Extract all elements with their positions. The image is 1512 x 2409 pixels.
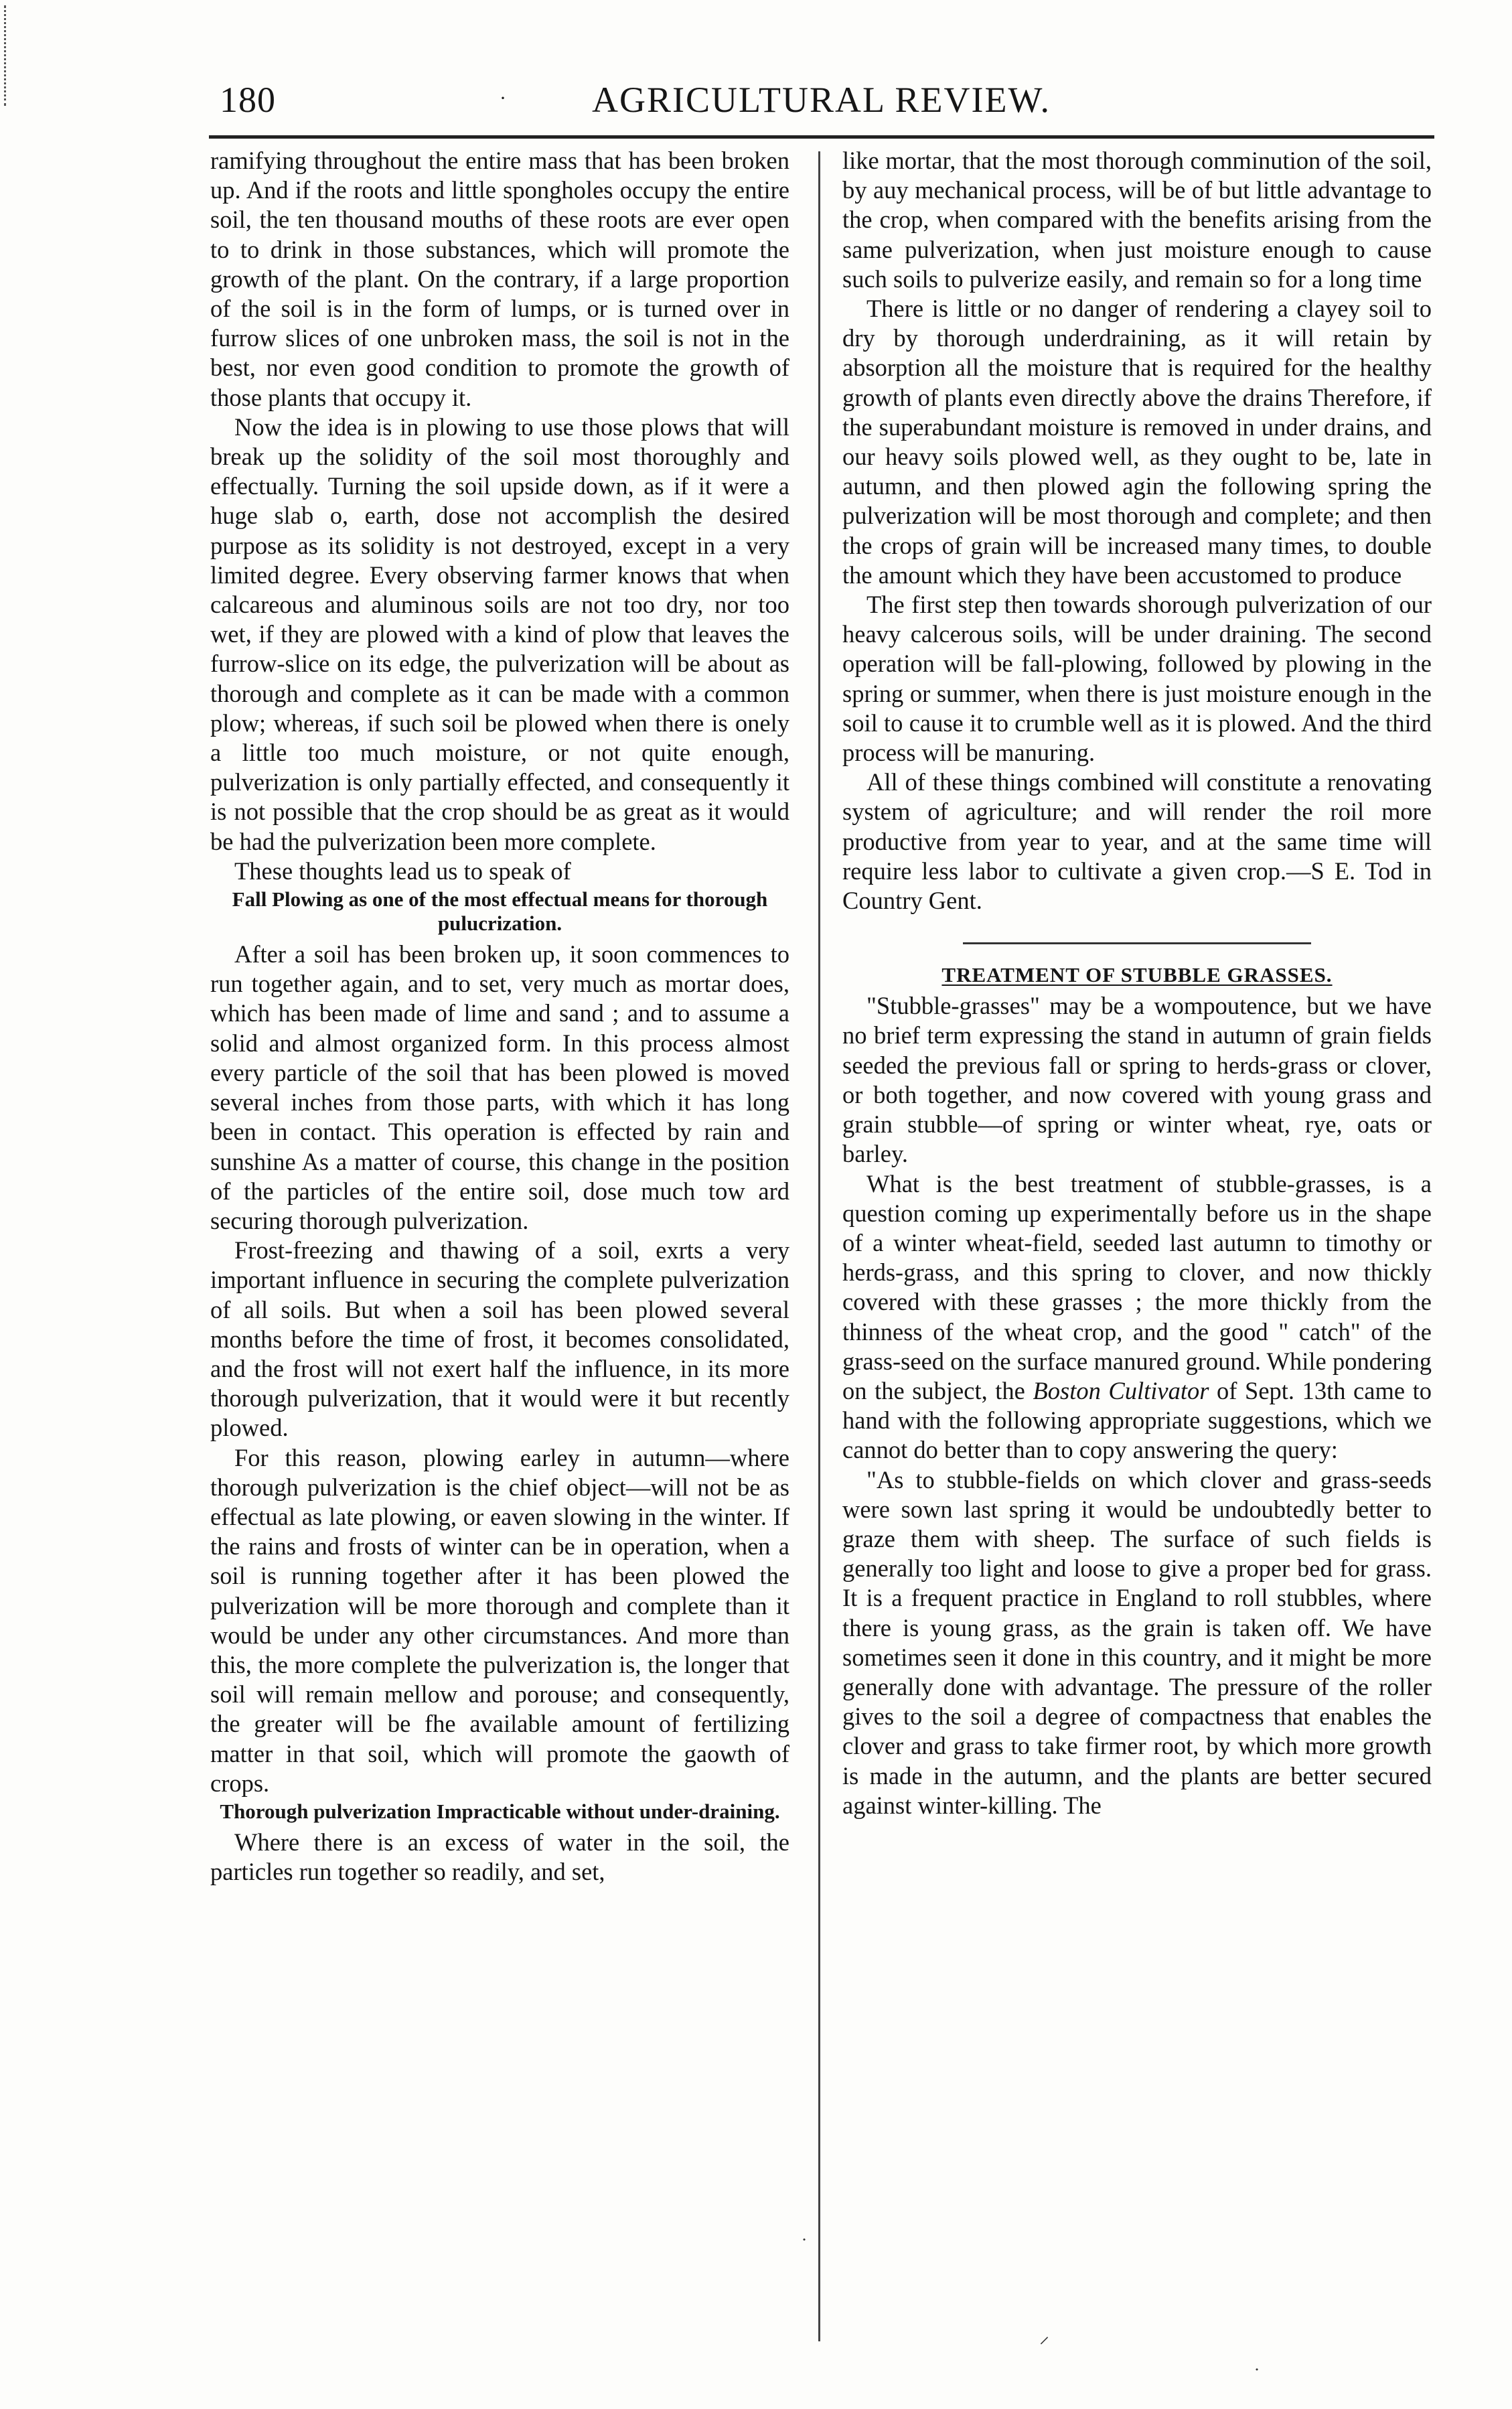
header-separator-dot: ·: [500, 87, 506, 109]
right-paragraph-4: All of these things combined will constitute a renovating system of agriculture; and will render the roil more productive from year to year, and at the same time will require less labor to cultivate a given crop.—S E. Tod in Country Gent.: [842, 768, 1432, 915]
left-paragraph-3: These thoughts lead us to speak of: [234, 857, 571, 885]
left-paragraph-5: Frost-freezing and thawing of a soil, exrts a very important influence in securing the complete pulverization of all soils. But when a soil has been plowed several months before the time of frost, it becomes consolidated, and the frost will not exert half the influence, in its more thorough pulverization, that it would were it but recently plowed.: [210, 1236, 789, 1442]
left-paragraph-6: For this reason, plowing earley in autumn—where thorough pulverization is the chief object—will not be as effectual as late plowing, or eaven slowing in the winter. If the rains and frosts of winter can be in operation, when a soil is running together after it has been plowed the pulverization will be more thorough and complete than it would be under any other circumstances. And more than this, the more complete the pulverization is, the longer that soil will remain mellow and porouse; and consequently, the greater will be fhe available amount of fertilizing matter in that soil, which will promote the gaowth of crops.: [210, 1443, 789, 1797]
left-paragraph-4: After a soil has been broken up, it soon commences to run together again, and to set, very much as mortar does, which has been made of lime and sand ; and to assume a solid and almost organized form. In this process almost every particle of the soil that has been plowed is moved several inches from those parts, with which it has long been in contact. This operation is effected by rain and sunshine As a matter of course, this change in the position of the particles of the entire soil, dose much tow ard securing thorough pulverization.: [210, 940, 789, 1234]
right-paragraph-6: [842, 1169, 1432, 1465]
left-column: [210, 146, 789, 2353]
subheading-under-draining: Thorough pulverization Impracticable without under-draining.: [220, 1799, 780, 1823]
right-paragraph-3: The first step then towards shorough pulverization of our heavy calcerous soils, will be under draining. The second operation will be fall-plowing, followed by plowing in the spring or summer, when there is just moisture enough in the soil to cause it to crumble well as it is plowed. And the third process will be manuring.: [842, 591, 1432, 767]
article-title-stubble-grasses: TREATMENT OF STUBBLE GRASSES.: [941, 963, 1333, 987]
right-paragraph-1: like mortar, that the most thorough comminution of the soil, by auy mechanical process, will be of but little advantage to the crop, when compared with the benefits arising from the same pulverization, when just moisture enough to cause such soils to pulverize easily, and remain so for a long time: [842, 147, 1432, 293]
right-paragraph-5: "Stubble-grasses" may be a wompoutence, but we have no brief term expressing the stand in autumn of grain fields seeded the previous fall or spring to herds-grass or clover, or both together, and now covered with young grass and grain stubble—of spring or winter wheat, rye, oats or barley.: [842, 992, 1432, 1168]
left-paragraph-7: Where there is an excess of water in the soil, the particles run together so readily, and set,: [210, 1828, 789, 1886]
subheading-fall-plowing: Fall Plowing as one of the most effectual means for thorough pulucrization.: [232, 887, 768, 936]
print-speck: ⸝: [1039, 2325, 1049, 2347]
left-paragraph-2: Now the idea is in plowing to use those plows that will break up the solidity of the soil most thoroughly and effectually. Turning the soil upside down, as if it were a huge slab o, earth, dose not accomplish the desired purpose as its solidity is not destroyed, except in a very limited degree. Every observing farmer knows that when calcareous and aluminous soils are not too dry, nor too wet, if they are plowed with a kind of plow that leaves the furrow-slice on its edge, the pulverization will be about as thorough and complete as it can be made with a common plow; whereas, if such soil be plowed when there is onely a little too much moisture, or not quite enough, pulverization is only partially effected, and consequently it is not possible that the crop should be as great as it would be had the pulverization been more complete.: [210, 413, 789, 855]
column-divider: [818, 151, 820, 2341]
running-title: AGRICULTURAL REVIEW.: [592, 80, 1051, 120]
right-paragraph-6-text-b: of Sept. 13th came to hand with the following appropriate suggestions, which we cannot do better than to copy answering the query:: [842, 1376, 1432, 1464]
page-header: [209, 78, 1434, 130]
page-number: 180: [220, 80, 276, 120]
print-speck: ˙: [1254, 2364, 1260, 2386]
right-column: [842, 146, 1432, 2353]
right-paragraph-7: "As to stubble-fields on which clover and grass-seeds were sown last spring it would be undoubtedly better to graze them with sheep. The surface of such fields is generally too light and loose to give a proper bed for grass. It is a frequent practice in England to roll stubbles, where there is young grass, as the grain is taken off. We have sometimes seen it done in this country, and it might be more generally done with advantage. The pressure of the roller gives to the soil a degree of compactness that enables the clover and grass to take firmer root, by which more growth is made in the autumn, and the plants are better secured against winter-killing. The: [842, 1465, 1432, 1819]
right-paragraph-6-text-a: What is the best treatment of stubble-grasses, is a question coming up experimentally before us in the shape of a winter wheat-field, seeded last autumn to timothy or herds-grass, and this spring to clover, and now thickly covered with these grasses ; the more thickly from the thinness of the wheat crop, and the good " catch" of the grass-seed on the surface manured ground. While pondering on the subject, the: [842, 1169, 1432, 1404]
right-paragraph-2: There is little or no danger of rendering a clayey soil to dry by thorough underdraining, as it will retain by absorption all the moisture that is required for the healthy growth of plants even directly above the drains Therefore, if the superabundant moisture is removed in under drains, and our heavy soils plowed well, as they ought to be, late in autumn, and then plowed agin the following spring the pulverization will be most thorough and complete; and then the crops of grain will be increased many times, to double the amount which they have been accustomed to produce: [842, 295, 1432, 589]
binding-edge-marks: [4, 5, 15, 106]
print-speck: ˙: [801, 2234, 808, 2256]
left-paragraph-1: ramifying throughout the entire mass that has been broken up. And if the roots and little spongholes occupy the entire soil, the ten thousand mouths of these roots are ever open to to drink in those substances, which will promote the growth of the plant. On the contrary, if a large proportion of the soil is in the form of lumps, or is turned over in furrow slices of one unbroken mass, the soil is not in the best, nor even good condition to promote the growth of those plants that occupy it.: [210, 147, 789, 411]
header-rule: [209, 135, 1434, 139]
section-divider: [963, 942, 1311, 944]
source-publication-title: Boston Cultivator: [1033, 1376, 1209, 1404]
